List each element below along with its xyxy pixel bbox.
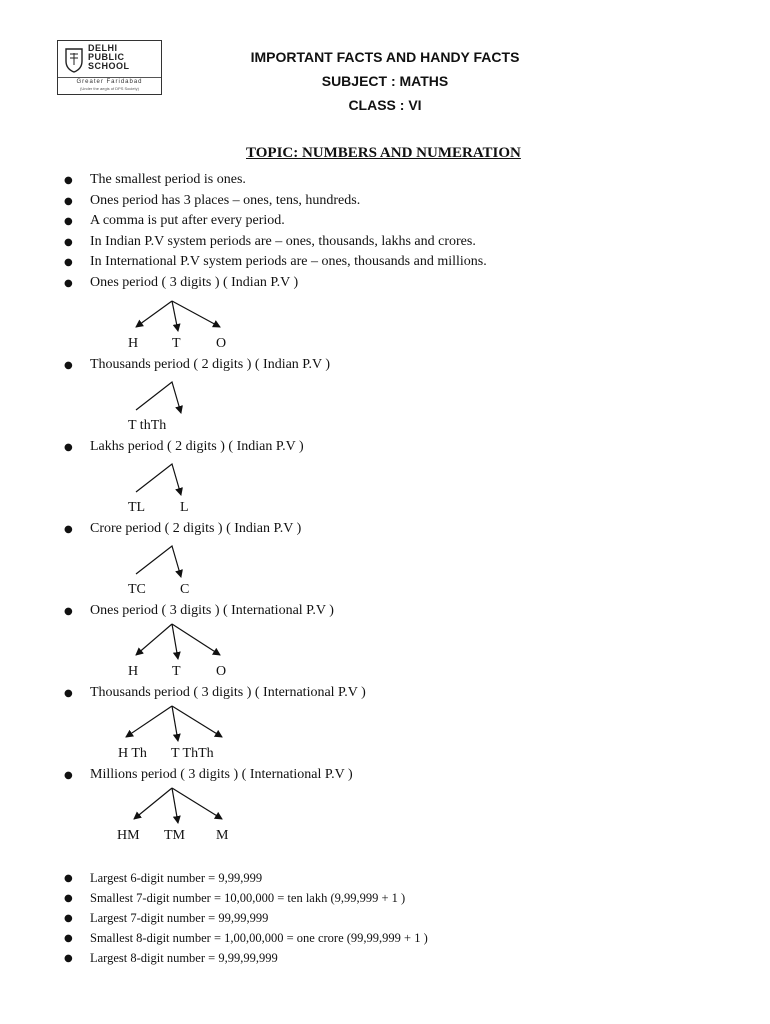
place-label: T thTh bbox=[128, 418, 167, 433]
place-label: T ThTh bbox=[171, 746, 214, 761]
bullet-icon: ● bbox=[64, 278, 73, 289]
place-label: TC bbox=[128, 582, 146, 597]
bullet-icon: ● bbox=[64, 524, 73, 535]
place-label: H bbox=[128, 336, 139, 351]
period-item: Millions period ( 3 digits ) ( International P.V ) bbox=[90, 767, 353, 782]
bullet-icon: ● bbox=[64, 442, 73, 453]
place-label: TL bbox=[128, 500, 146, 515]
place-label: C bbox=[180, 582, 190, 597]
bullet-icon: ● bbox=[64, 216, 73, 227]
list-item: Ones period has 3 places – ones, tens, hundreds. bbox=[90, 193, 361, 208]
list-item: A comma is put after every period. bbox=[90, 213, 285, 228]
bullet-icon: ● bbox=[64, 606, 73, 617]
place-label: O bbox=[216, 336, 227, 351]
doc-title: IMPORTANT FACTS AND HANDY FACTS bbox=[250, 49, 520, 65]
bullet-icon: ● bbox=[64, 196, 73, 207]
place-label: M bbox=[216, 828, 229, 843]
bullet-icon: ● bbox=[64, 933, 73, 944]
school-location: Greater Faridabad bbox=[58, 77, 161, 85]
bullet-icon: ● bbox=[64, 688, 73, 699]
bullet-icon: ● bbox=[64, 893, 73, 904]
period-item: Thousands period ( 3 digits ) ( International P.V ) bbox=[90, 685, 366, 700]
place-label: H bbox=[128, 664, 139, 679]
doc-subject: SUBJECT : MATHS bbox=[321, 73, 449, 89]
period-item: Ones period ( 3 digits ) ( International P.V ) bbox=[90, 603, 334, 618]
list-item: Largest 7-digit number = 99,99,999 bbox=[90, 911, 269, 925]
bullet-icon: ● bbox=[64, 873, 73, 884]
list-item: The smallest period is ones. bbox=[90, 172, 246, 187]
place-label: T bbox=[172, 336, 181, 351]
school-name: DELHI PUBLIC SCHOOL bbox=[88, 43, 130, 71]
place-label: HM bbox=[117, 828, 140, 843]
school-tagline: (Under the aegis of DPS Society) bbox=[80, 86, 139, 91]
list-item: In International P.V system periods are – ones, thousands and millions. bbox=[90, 254, 487, 269]
place-label: L bbox=[180, 500, 189, 515]
place-label: T bbox=[172, 664, 181, 679]
topic-heading: TOPIC: NUMBERS AND NUMERATION bbox=[246, 145, 521, 161]
bullet-icon: ● bbox=[64, 237, 73, 248]
period-item: Ones period ( 3 digits ) ( Indian P.V ) bbox=[90, 275, 299, 290]
list-item: Smallest 8-digit number = 1,00,00,000 = one crore (99,99,999 + 1 ) bbox=[90, 931, 428, 945]
bullet-icon: ● bbox=[64, 913, 73, 924]
bullet-icon: ● bbox=[64, 360, 73, 371]
bullet-icon: ● bbox=[64, 257, 73, 268]
period-item: Lakhs period ( 2 digits ) ( Indian P.V ) bbox=[90, 439, 304, 454]
list-item: In Indian P.V system periods are – ones, thousands, lakhs and crores. bbox=[90, 234, 476, 249]
period-item: Thousands period ( 2 digits ) ( Indian P.V ) bbox=[90, 357, 331, 372]
place-label: H Th bbox=[118, 746, 147, 761]
place-label: O bbox=[216, 664, 227, 679]
list-item: Largest 8-digit number = 9,99,99,999 bbox=[90, 951, 278, 965]
bullet-icon: ● bbox=[64, 953, 73, 964]
list-item: Smallest 7-digit number = 10,00,000 = ten lakh (9,99,999 + 1 ) bbox=[90, 891, 406, 905]
period-item: Crore period ( 2 digits ) ( Indian P.V ) bbox=[90, 521, 302, 536]
list-item: Largest 6-digit number = 9,99,999 bbox=[90, 871, 263, 885]
place-label: TM bbox=[164, 828, 185, 843]
bullet-icon: ● bbox=[64, 770, 73, 781]
bullet-icon: ● bbox=[64, 175, 73, 186]
doc-class: CLASS : VI bbox=[348, 97, 422, 113]
